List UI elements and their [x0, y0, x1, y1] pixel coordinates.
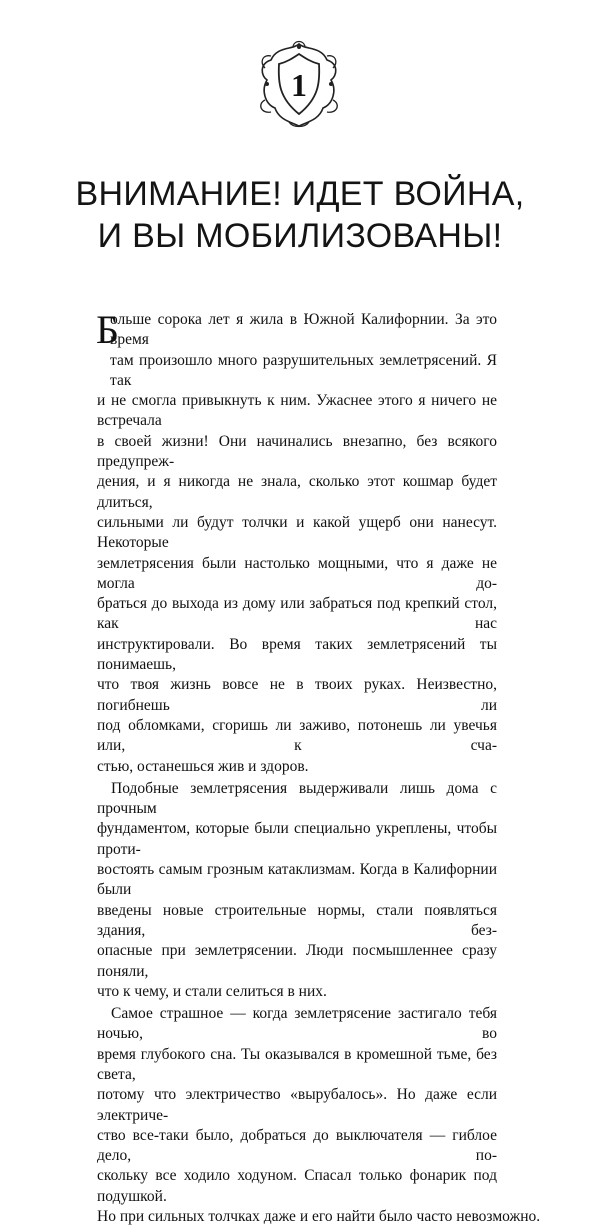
text-line: потому что электричество «вырубалось». Но даже если электриче-: [97, 1086, 497, 1124]
text-line: и не смогла привыкнуть к ним. Ужаснее этого я ничего не встречала: [97, 392, 497, 430]
text-line: ольше сорока лет я жила в Южной Калифорнии. За это время: [110, 311, 497, 349]
text-line: Но при сильных толчках даже и его найти было часто невозможно.: [97, 1208, 541, 1226]
text-line: дения, и я никогда не знала, сколько этот кошмар будет длиться,: [97, 473, 497, 511]
drop-cap: Б: [96, 307, 119, 352]
text-line: скольку все ходило ходуном. Спасал только фонарик под подушкой.: [97, 1167, 497, 1205]
text-line: ство все-таки было, добраться до выключателя — гиблое дело, по-: [97, 1126, 497, 1165]
text-line: что твоя жизнь вовсе не в твоих руках. Неизвестно, погибнешь ли: [97, 676, 497, 714]
paragraph-2: [97, 779, 497, 1002]
chapter-body: [96, 307, 541, 1227]
text-line: инструктировали. Во время таких землетрясений ты понимаешь,: [97, 635, 497, 674]
paragraph-3: [97, 1004, 541, 1227]
text-line: Подобные землетрясения выдерживали лишь дома с прочным: [97, 779, 497, 818]
text-line: востоять самым грозным катаклизмам. Когда в Калифорнии были: [97, 861, 497, 899]
text-line: сильными ли будут толчки и какой ущерб они нанесут. Некоторые: [97, 513, 497, 552]
text-line: введены новые строительные нормы, стали появляться здания, без-: [97, 901, 497, 939]
text-line: опасные при землетрясении. Люди посмышленнее сразу поняли,: [97, 942, 497, 980]
text-line: в своей жизни! Они начинались внезапно, без всякого предупреж-: [97, 432, 497, 471]
chapter-number: 1: [291, 67, 307, 103]
text-line: стью, останешься жив и здоров.: [97, 757, 309, 775]
text-line: что к чему, и стали селиться в них.: [97, 982, 327, 1000]
chapter-title-line-1: ВНИМАНИЕ! ИДЕТ ВОЙНА,: [75, 175, 525, 213]
text-line: время глубокого сна. Ты оказывался в кромешной тьме, без света,: [97, 1045, 497, 1083]
paragraph-1: [96, 307, 497, 777]
text-line: под обломками, сгоришь ли заживо, потонешь ли увечья или, к сча-: [97, 716, 497, 755]
text-line: Самое страшное — когда землетрясение застигало тебя ночью, во: [97, 1005, 497, 1043]
text-line: фундаментом, которые были специально укреплены, чтобы проти-: [97, 820, 497, 858]
text-line: браться до выхода из дому или забраться под крепкий стол, как нас: [97, 595, 497, 633]
text-line: землетрясения были настолько мощными, что я даже не могла до-: [97, 554, 497, 592]
chapter-title-line-2: И ВЫ МОБИЛИЗОВАНЫ!: [97, 217, 503, 255]
text-line: там произошло много разрушительных землетрясений. Я так: [110, 351, 497, 389]
chapter-emblem: [253, 38, 345, 130]
